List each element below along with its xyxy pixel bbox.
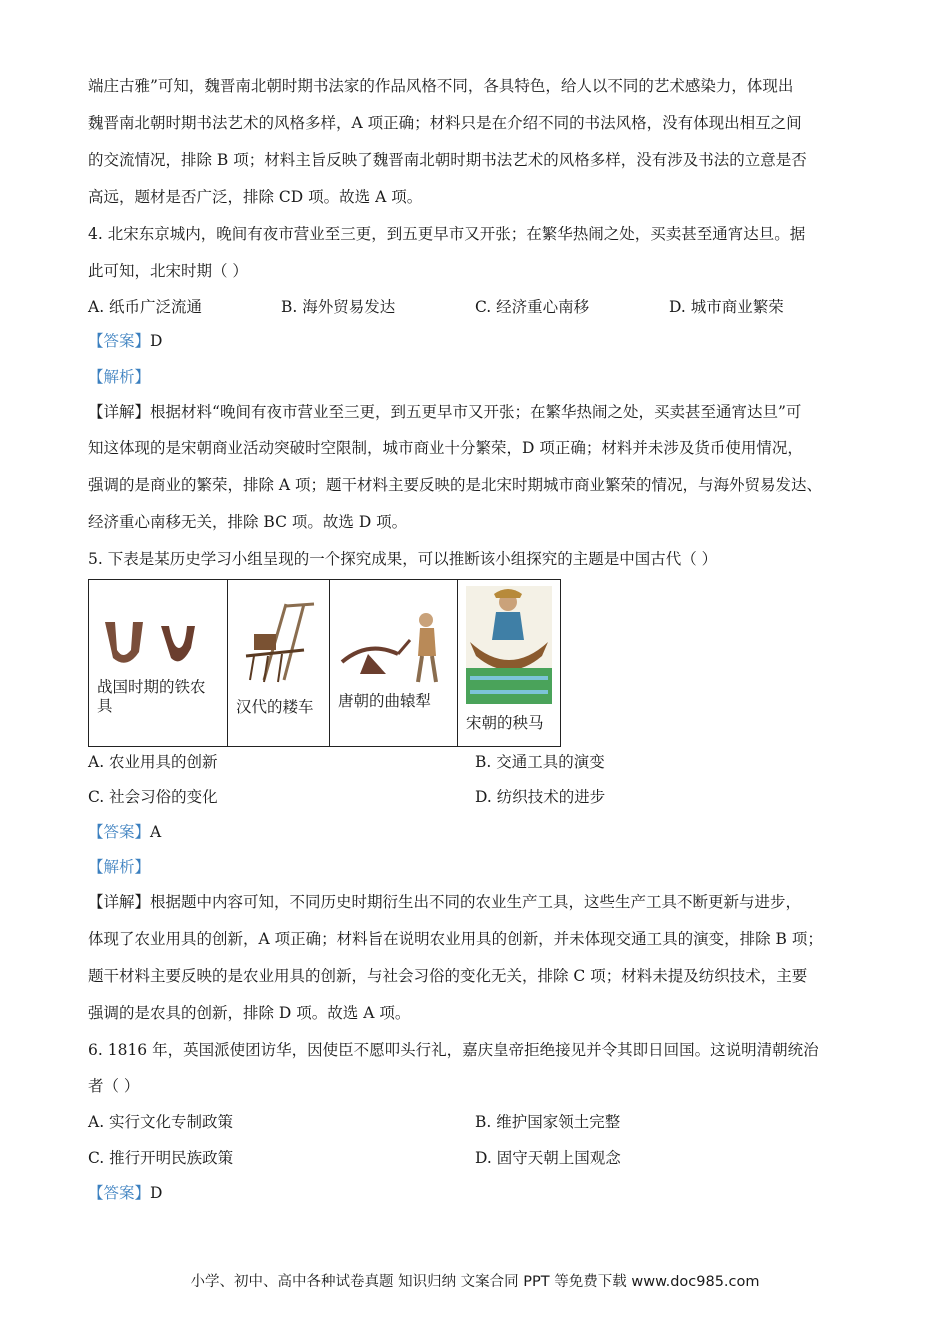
q5-option-a: A. 农业用具的创新 — [88, 753, 218, 771]
q5-detail: 强调的是农具的创新，排除 D 项。故选 A 项。 — [88, 1004, 411, 1022]
q4-option-d: D. 城市商业繁荣 — [669, 298, 784, 316]
q4-detail: 经济重心南移无关，排除 BC 项。故选 D 项。 — [88, 513, 408, 531]
detail-text: 根据题中内容可知，不同历史时期衍生出不同的农业生产工具，这些生产工具不断更新与进步， — [150, 893, 802, 911]
detail-tag: 【详解】 — [88, 403, 151, 421]
q6-option-a: A. 实行文化专制政策 — [88, 1113, 234, 1131]
q6-option-b: B. 维护国家领土完整 — [475, 1113, 621, 1131]
q4-analysis-tag — [88, 366, 150, 388]
paragraph-line: 高远，题材是否广泛，排除 CD 项。故选 A 项。 — [88, 188, 423, 206]
q5-option-b: B. 交通工具的演变 — [475, 753, 605, 771]
q4-detail: 强调的是商业的繁荣，排除 A 项；题干材料主要反映的是北宋时期城市商业繁荣的情况，与海外贸易发达、 — [88, 476, 823, 494]
cell-caption: 宋朝的秧马 — [466, 714, 544, 732]
cell-caption: 汉代的耧车 — [236, 698, 314, 716]
curved-plow-icon — [338, 610, 448, 690]
answer-tag: 【答案】 — [88, 823, 151, 841]
cell-caption: 战国时期的铁农 具 — [97, 678, 206, 715]
table-cell-iron-tools — [89, 580, 228, 747]
cell-caption: 唐朝的曲辕犁 — [338, 692, 432, 710]
q6-option-d: D. 固守天朝上国观念 — [475, 1149, 621, 1167]
q5-detail: 题干材料主要反映的是农业用具的创新，与社会习俗的变化无关，排除 C 项；材料未提及纺织技术，主要 — [88, 967, 808, 985]
q4-option-c: C. 经济重心南移 — [475, 298, 590, 316]
table-cell-rice-seedling-horse — [458, 580, 561, 747]
answer-value: D — [150, 332, 163, 350]
page-footer: 小学、初中、高中各种试卷真题 知识归纳 文案合同 PPT 等免费下载 www.doc985.com — [190, 1274, 760, 1290]
q4-detail: 知这体现的是宋朝商业活动突破时空限制，城市商业十分繁荣，D 项正确；材料并未涉及货币使用情况， — [88, 439, 803, 457]
rice-seedling-horse-icon — [466, 586, 552, 704]
paragraph-line: 魏晋南北朝时期书法艺术的风格多样，A 项正确；材料只是在介绍不同的书法风格，没有体现出相互之间 — [88, 114, 802, 132]
tools-table — [88, 579, 561, 747]
q4-option-a: A. 纸币广泛流通 — [88, 298, 203, 316]
answer-value: A — [150, 823, 162, 841]
q5-answer — [88, 821, 161, 843]
detail-text: 根据材料“晚间有夜市营业至三更，到五更早市又开张；在繁华热闹之处，买卖甚至通宵达旦”可 — [150, 403, 802, 421]
q5-option-c: C. 社会习俗的变化 — [88, 788, 218, 806]
question-4-stem: 此可知，北宋时期（ ） — [88, 262, 248, 280]
question-6-stem: 6. 1816 年，英国派使团访华，因使臣不愿叩头行礼，嘉庆皇帝拒绝接见并令其即日回国。这说明清朝统治 — [88, 1041, 819, 1059]
q4-answer — [88, 330, 162, 352]
q4-option-b: B. 海外贸易发达 — [281, 298, 396, 316]
q5-detail — [88, 891, 801, 913]
q6-answer — [88, 1182, 162, 1204]
q5-analysis-tag — [88, 856, 150, 878]
analysis-tag: 【解析】 — [88, 368, 151, 386]
table-cell-seed-drill — [228, 580, 330, 747]
answer-value: D — [150, 1184, 163, 1202]
analysis-tag: 【解析】 — [88, 858, 151, 876]
table-cell-curved-plow — [330, 580, 458, 747]
seed-drill-icon — [234, 600, 324, 690]
q5-option-d: D. 纺织技术的进步 — [475, 788, 606, 806]
paragraph-line: 端庄古雅”可知，魏晋南北朝时期书法家的作品风格不同，各具特色，给人以不同的艺术感染力，体现出 — [88, 77, 794, 95]
question-5-stem: 5. 下表是某历史学习小组呈现的一个探究成果，可以推断该小组探究的主题是中国古代（ ） — [88, 550, 718, 568]
question-4-stem: 4. 北宋东京城内，晚间有夜市营业至三更，到五更早市又开张；在繁华热闹之处，买卖甚至通宵达旦。据 — [88, 225, 806, 243]
iron-tools-icon — [101, 618, 201, 668]
q5-detail: 体现了农业用具的创新，A 项正确；材料旨在说明农业用具的创新，并未体现交通工具的演变，排除 B 项； — [88, 930, 823, 948]
question-6-stem: 者（ ） — [88, 1077, 140, 1095]
paragraph-line: 的交流情况，排除 B 项；材料主旨反映了魏晋南北朝时期书法艺术的风格多样，没有涉及书法的立意是否 — [88, 151, 807, 169]
detail-tag: 【详解】 — [88, 893, 151, 911]
q6-option-c: C. 推行开明民族政策 — [88, 1149, 234, 1167]
answer-tag: 【答案】 — [88, 1184, 151, 1202]
answer-tag: 【答案】 — [88, 332, 151, 350]
q4-detail — [88, 401, 801, 423]
